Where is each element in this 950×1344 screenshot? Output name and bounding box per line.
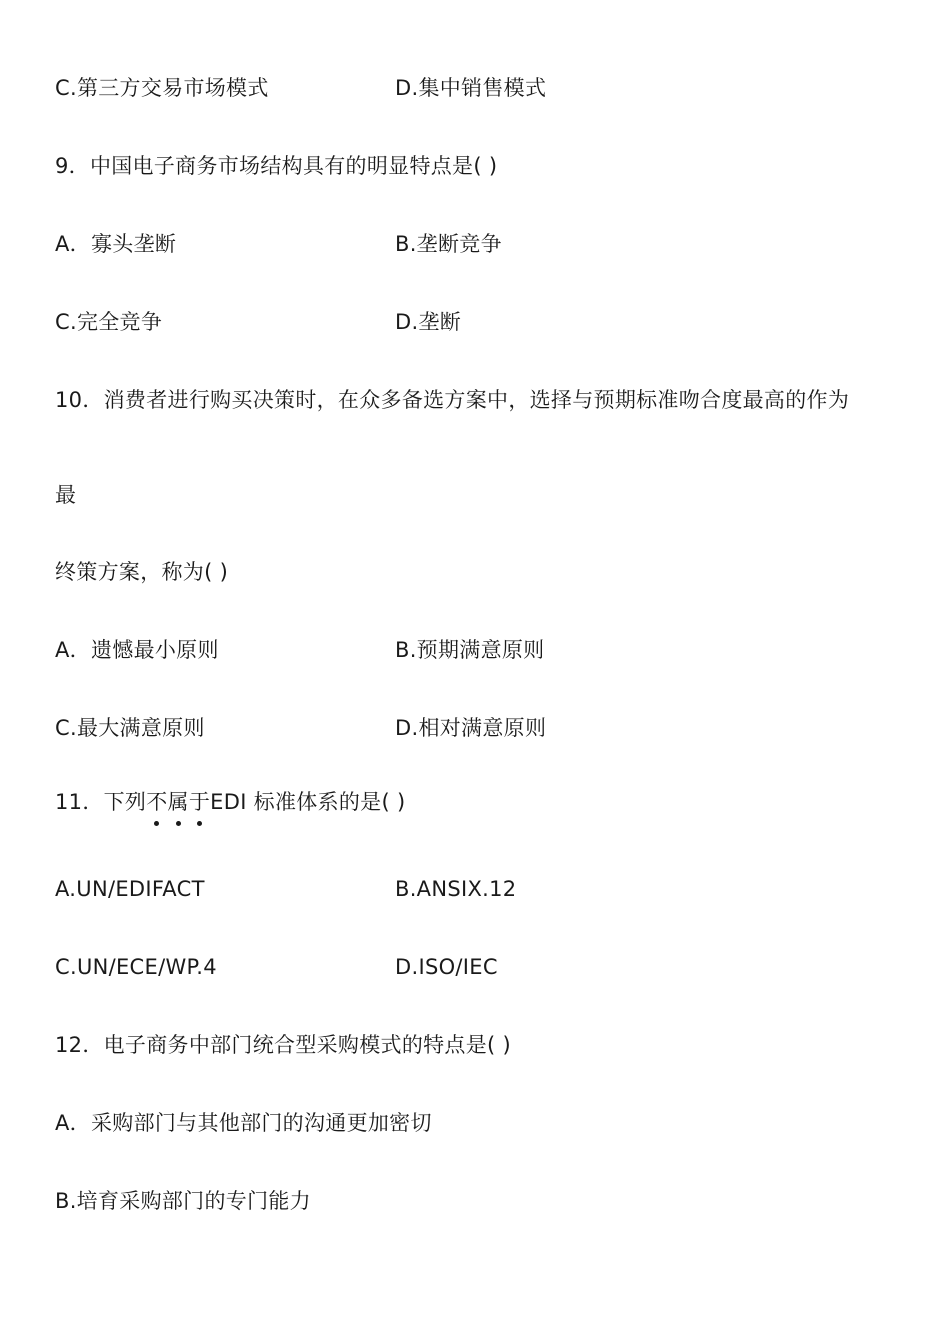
q11-option-c: C.UN/ECE/WP.4: [55, 955, 217, 979]
q11-emphasis-char: 于: [188, 790, 211, 814]
q11-option-b: B.ANSIX.12: [395, 877, 517, 901]
q9-option-b: B.垄断竞争: [395, 232, 502, 256]
q11-emphasis-char: 不: [146, 790, 168, 814]
q8-option-c: C.第三方交易市场模式: [55, 76, 269, 100]
q8-option-d: D.集中销售模式: [395, 76, 547, 100]
q11-emphasis-char: 属: [167, 790, 189, 814]
q9-option-c: C.完全竞争: [55, 310, 163, 334]
q10-stem-line2: 最: [55, 483, 77, 507]
q12-option-b: B.培育采购部门的专门能力: [55, 1189, 311, 1213]
q10-option-a: A．遗憾最小原则: [55, 638, 219, 662]
q11-stem-prefix: 11．下列: [55, 790, 147, 814]
q10-option-c: C.最大满意原则: [55, 716, 205, 740]
q11-stem: [55, 788, 405, 816]
q12-option-a: A．采购部门与其他部门的沟通更加密切: [55, 1111, 432, 1135]
q11-option-a: A.UN/EDIFACT: [55, 877, 205, 901]
q10-stem-line1: 10．消费者进行购买决策时，在众多备选方案中，选择与预期标准吻合度最高的作为: [55, 388, 850, 412]
q9-option-a: A．寡头垄断: [55, 232, 177, 256]
q9-option-d: D.垄断: [395, 310, 462, 334]
q11-option-d: D.ISO/IEC: [395, 955, 498, 979]
q9-stem: 9．中国电子商务市场结构具有的明显特点是( ): [55, 154, 498, 178]
q11-stem-suffix: EDI 标准体系的是( ): [210, 790, 406, 814]
q10-option-d: D.相对满意原则: [395, 716, 547, 740]
q10-option-b: B.预期满意原则: [395, 638, 545, 662]
q10-stem-line3: 终策方案，称为( ): [55, 560, 229, 584]
q12-stem: 12．电子商务中部门统合型采购模式的特点是( ): [55, 1033, 511, 1057]
